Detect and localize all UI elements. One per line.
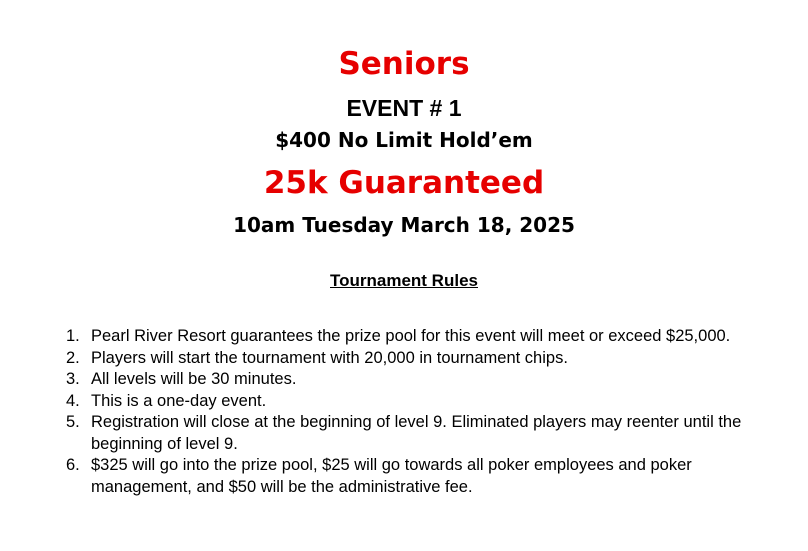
event-datetime: 10am Tuesday March 18, 2025	[233, 213, 575, 237]
event-number: EVENT # 1	[346, 95, 462, 121]
rule-text: $325 will go into the prize pool, $25 will go towards all poker employees and poker management, and $50 will be the administrative fee.	[91, 456, 692, 496]
rule-number: 6.	[66, 456, 80, 474]
rule-number: 4.	[66, 391, 80, 410]
category-title: Seniors	[338, 46, 470, 82]
rules-list	[66, 326, 786, 498]
rule-number: 2.	[66, 348, 80, 367]
rule-text: Registration will close at the beginning of level 9. Eliminated players may reenter until the beginning of level 9.	[91, 413, 742, 453]
rule-number: 3.	[66, 370, 80, 388]
rule-item	[66, 369, 786, 391]
rule-item	[66, 412, 786, 455]
rule-text: Players will start the tournament with 20,000 in tournament chips.	[91, 348, 568, 367]
rule-item	[66, 326, 786, 348]
rule-item	[66, 455, 786, 498]
rule-text: Pearl River Resort guarantees the prize pool for this event will meet or exceed $25,000.	[91, 327, 731, 345]
rule-number: 1.	[66, 327, 80, 345]
rule-text: All levels will be 30 minutes.	[91, 370, 297, 388]
game-title: $400 No Limit Hold’em	[275, 128, 533, 152]
guarantee-title: 25k Guaranteed	[263, 165, 545, 201]
rule-item	[66, 348, 786, 370]
rule-item	[66, 391, 786, 413]
rule-text: This is a one-day event.	[91, 391, 267, 410]
rule-number: 5.	[66, 413, 80, 431]
rules-heading: Tournament Rules	[330, 271, 478, 290]
